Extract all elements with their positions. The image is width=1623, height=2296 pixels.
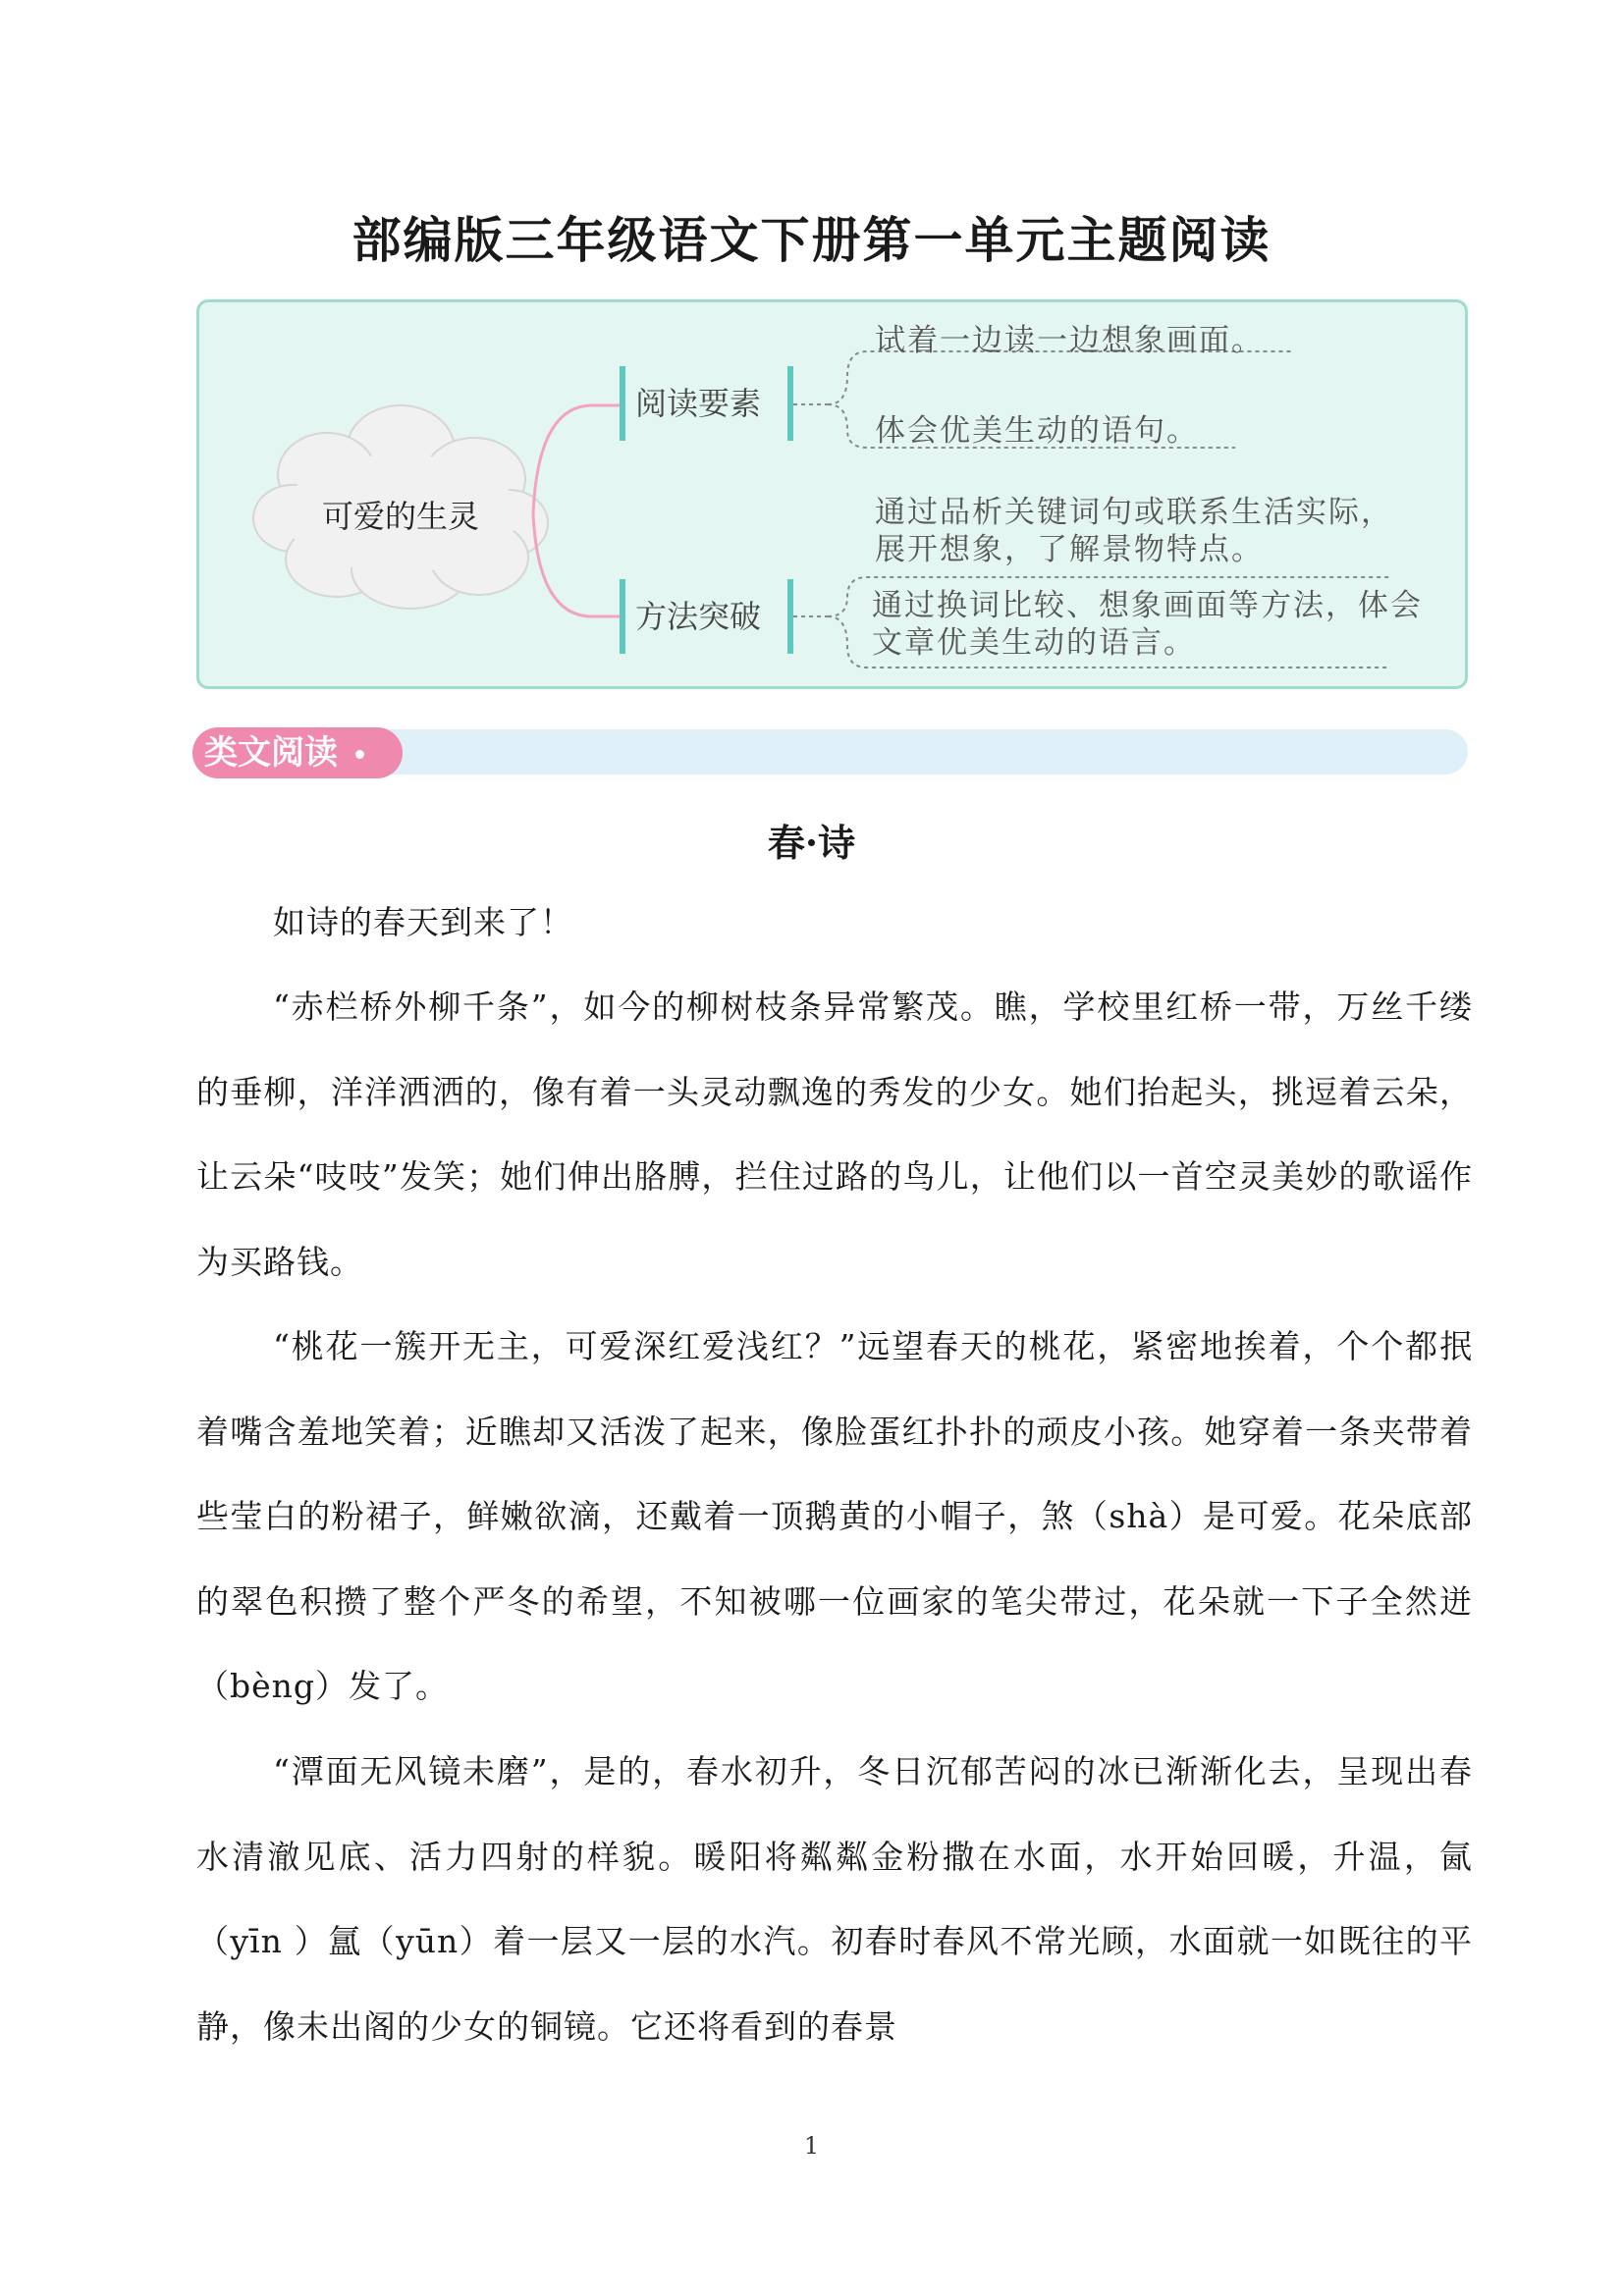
section-label: 类文阅读 (204, 733, 338, 773)
dot-icon (355, 750, 364, 759)
paragraph: 如诗的春天到来了！ (273, 903, 573, 941)
branch-reading-elements: 阅读要素 (620, 366, 793, 441)
leaf-analyze-keywords: 通过品析关键词句或联系生活实际，展开想象，了解景物特点。 (875, 495, 1393, 567)
paragraph: “赤栏桥外柳千条”，如今的柳树枝条异常繁茂。瞧，学校里红桥一带，万丝千缕的垂柳，洋洋洒洒的，像有着一头灵动飘逸的秀发的少女。她们抬起头，挑逗着云朵，让云朵“吱吱”发笑；她们伸出胳膊，拦住过路的鸟儿，让他们以一首空灵美妙的歌谣作为买路钱。 (196, 988, 1473, 1281)
branch-method-breakthrough: 方法突破 (620, 579, 793, 654)
article-title: 春·诗 (767, 821, 856, 865)
mind-map-center: 可爱的生灵 (321, 498, 479, 535)
section-tag (192, 727, 403, 778)
mind-map (196, 299, 1468, 689)
paragraph: “潭面无风镜未磨”，是的，春水初升，冬日沉郁苦闷的冰已渐渐化去，呈现出春水清澈见底、活力四射的样貌。暖阳将粼粼金粉撒在水面，水开始回暖，升温，氤（yīn ）氲（yūn）着一层又一层的水汽。初春时春风不常光顾，水面就一如既往的平静，像未出阁的少女的铜镜。它还将看到的春景 (196, 1752, 1473, 2046)
page-number: 1 (803, 2132, 820, 2160)
leaf-appreciate-sentences: 体会优美生动的语句。 (875, 413, 1199, 449)
page-title: 部编版三年级语文下册第一单元主题阅读 (352, 212, 1271, 269)
leaf-imagine-while-reading: 试着一边读一边想象画面。 (875, 323, 1264, 358)
leaf-word-comparison: 通过换词比较、想象画面等方法，体会文章优美生动的语言。 (872, 588, 1423, 661)
paragraph: “桃花一簇开无主，可爱深红爱浅红？”远望春天的桃花，紧密地挨着，个个都抿着嘴含羞地笑着；近瞧却又活泼了起来，像脸蛋红扑扑的顽皮小孩。她穿着一条夹带着些莹白的粉裙子，鲜嫩欲滴，还戴着一顶鹅黄的小帽子，煞（shà）是可爱。花朵底部的翠色积攒了整个严冬的希望，不知被哪一位画家的笔尖带过，花朵就一下子全然迸（bèng）发了。 (196, 1327, 1473, 1705)
